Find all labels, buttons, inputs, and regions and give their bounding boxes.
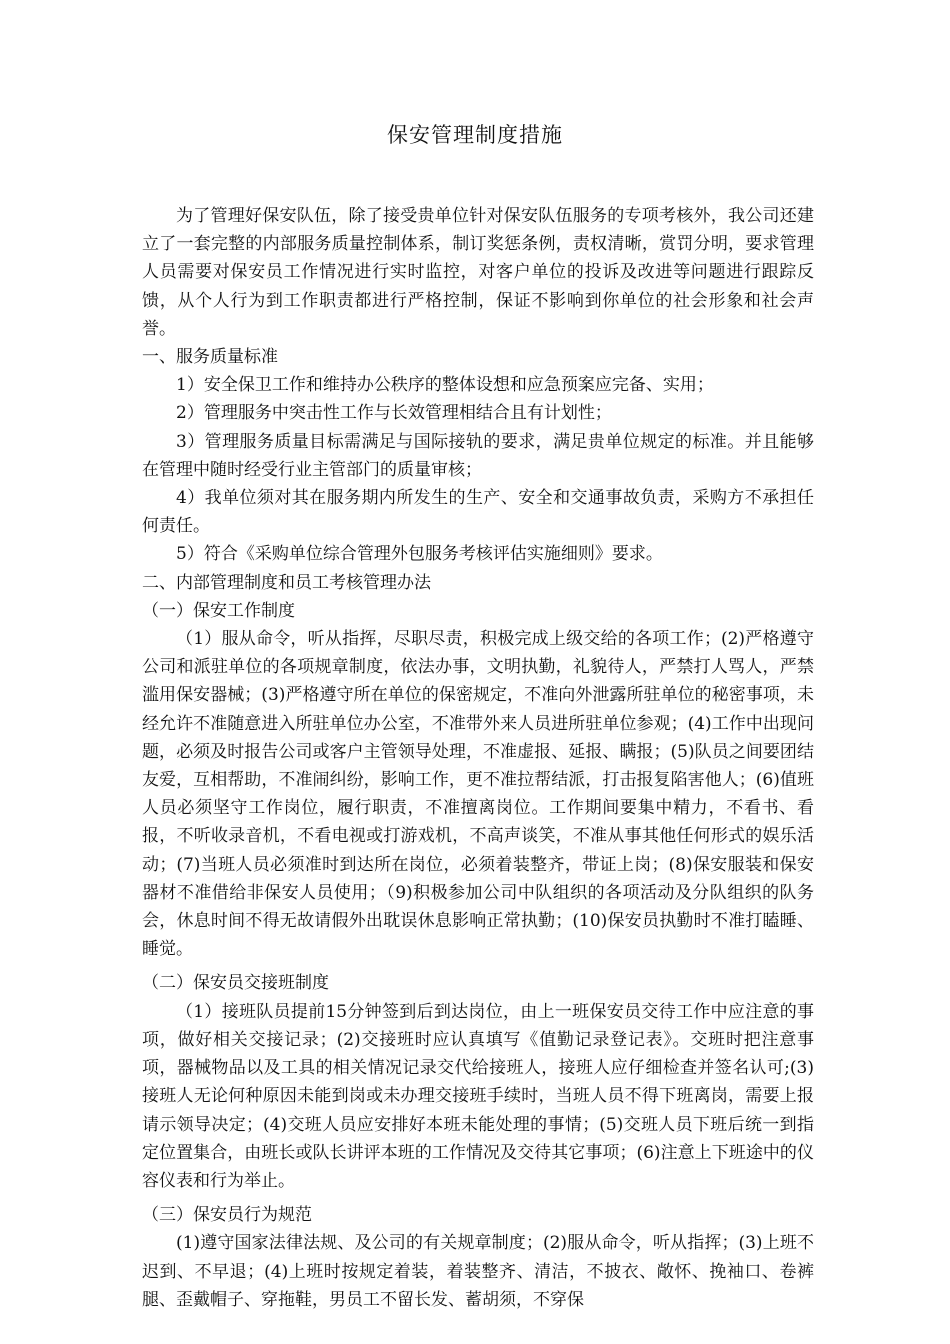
subsection-heading-3: （三）保安员行为规范: [142, 1205, 312, 1226]
intro-paragraph: 为了管理好保安队伍，除了接受贵单位针对保安队伍服务的专项考核外，我公司还建立了一套完整的内部服务质量控制体系，制订奖惩条例，责权清晰，赏罚分明，要求管理人员需要对保安员工作情况进行实时监控，对客户单位的投诉及改进等问题进行跟踪反馈，从个人行为到工作职责都进行严格控制，保证不影响到你单位的社会形象和社会声誉。: [142, 206, 814, 339]
standard-item-3: 3）管理服务质量目标需满足与国际接轨的要求，满足贵单位规定的标准。并且能够在管理中随时经受行业主管部门的质量审核；: [142, 431, 814, 480]
standard-item-2: 2）管理服务中突击性工作与长效管理相结合且有计划性；: [176, 403, 612, 424]
section-heading-1: 一、服务质量标准: [142, 347, 278, 368]
document-body: [142, 202, 814, 1314]
work-rules-paragraph: （1）服从命令，听从指挥，尽职尽责，积极完成上级交给的各项工作；(2)严格遵守公司和派驻单位的各项规章制度，依法办事，文明执勤，礼貌待人，严禁打人骂人，严禁滥用保安器械；(3)严格遵守所在单位的保密规定，不准向外泄露所驻单位的秘密事项，未经允许不准随意进入所驻单位办公室，不准带外来人员进所驻单位参观；(4)工作中出现问题，必须及时报告公司或客户主管领导处理，不准虚报、延报、瞒报；(5)队员之间要团结友爱，互相帮助，不准闹纠纷，影响工作，更不准拉帮结派，打击报复陷害他人；(6)值班人员必须坚守工作岗位，履行职责，不准擅离岗位。工作期间要集中精力，不看书、看报，不听收录音机，不看电视或打游戏机，不高声谈笑，不准从事其他任何形式的娱乐活动；(7)当班人员必须准时到达所在岗位，必须着装整齐，带证上岗；(8)保安服装和保安器材不准借给非保安人员使用；（9)积极参加公司中队组织的各项活动及分队组织的队务会，休息时间不得无故请假外出耽误休息影响正常执勤；(10)保安员执勤时不准打瞌睡、睡觉。: [142, 629, 814, 960]
section-heading-2: 二、内部管理制度和员工考核管理办法: [142, 572, 431, 593]
standard-item-4: 4）我单位须对其在服务期内所发生的生产、安全和交通事故负责，采购方不承担任何责任。: [142, 488, 814, 537]
standard-item-1: 1）安全保卫工作和维持办公秩序的整体设想和应急预案应完备、实用；: [176, 375, 714, 396]
subsection-heading-1: （一）保安工作制度: [142, 600, 295, 621]
document-title: 保安管理制度措施: [387, 123, 563, 147]
standard-item-5: 5）符合《采购单位综合管理外包服务考核评估实施细则》要求。: [176, 544, 663, 565]
shift-handover-paragraph: （1）接班队员提前15分钟签到后到达岗位，由上一班保安员交待工作中应注意的事项，做好相关交接记录；(2)交接班时应认真填写《值勤记录登记表》。交班时把注意事项，器械物品以及工具的相关情况记录交代给接班人，接班人应仔细检查并签名认可;(3)接班人无论何种原因未能到岗或未办理交接班手续时，当班人员不得下班离岗，需要上报请示领导决定；(4)交班人员应安排好本班未能处理的事情；(5)交班人员下班后统一到指定位置集合，由班长或队长讲评本班的工作情况及交待其它事项；(6)注意上下班途中的仪容仪表和行为举止。: [142, 1001, 814, 1191]
conduct-rules-paragraph: (1)遵守国家法律法规、及公司的有关规章制度；(2)服从命令，听从指挥；(3)上班不迟到、不早退；(4)上班时按规定着装，着装整齐、清洁，不披衣、敞怀、挽袖口、卷裤腿、歪戴帽子、穿拖鞋，男员工不留长发、蓄胡须，不穿保: [142, 1233, 814, 1310]
subsection-heading-2: （二）保安员交接班制度: [142, 973, 329, 994]
